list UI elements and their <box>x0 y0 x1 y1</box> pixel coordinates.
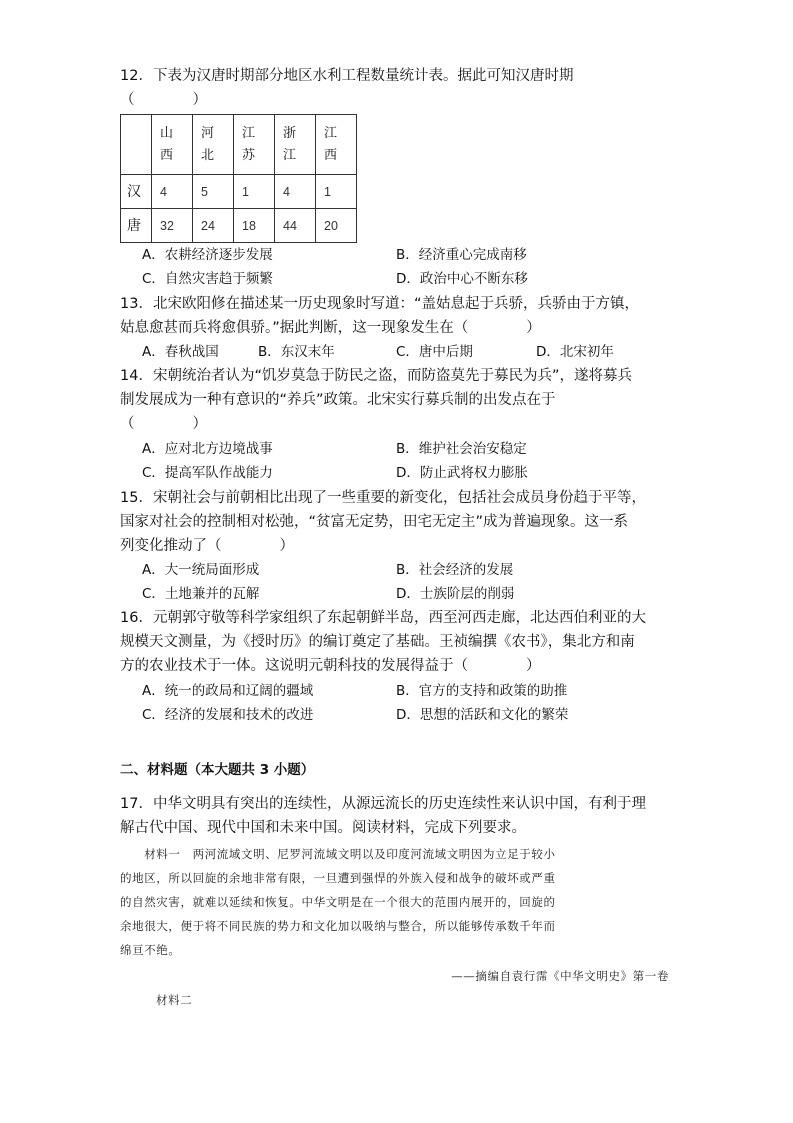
q15-stem-line3: 列变化推动了（ ） <box>120 538 294 554</box>
material1-line: 的自然灾害，就难以延续和恢复。中华文明是在一个很大的范围内展开的，回旋的 <box>120 895 556 909</box>
q14-option-c[interactable]: C．提高军队作战能力 <box>142 465 273 481</box>
table-cell: 1 <box>316 175 357 209</box>
q14-stem-line2: 制发展成为一种有意识的“养兵”政策。北宋实行募兵制的出发点在于 <box>120 392 556 408</box>
material1-line: 余地很大，便于将不同民族的势力和文化加以吸纳与整合，所以能够传承数千年而 <box>120 919 556 933</box>
material1-line: 绵亘不绝。 <box>120 943 181 957</box>
table-cell: 24 <box>193 209 234 243</box>
q13-stem-line1: 13．北宋欧阳修在描述某一历史现象时写道：“盖姑息起于兵骄，兵骄由于方镇， <box>120 296 639 312</box>
q16-option-a[interactable]: A．统一的政局和辽阔的疆域 <box>142 683 314 699</box>
table-cell: 4 <box>275 175 316 209</box>
q14-option-d[interactable]: D．防止武将权力膨胀 <box>396 465 528 481</box>
q16-option-b[interactable]: B．官方的支持和政策的助推 <box>396 683 568 699</box>
table-cell: 5 <box>193 175 234 209</box>
q13-stem-line2: 姑息愈甚而兵将愈俱骄。”据此判断，这一现象发生在（ ） <box>120 320 541 336</box>
q17-stem-line2: 解古代中国、现代中国和未来中国。阅读材料，完成下列要求。 <box>120 820 526 836</box>
table-cell: 32 <box>152 209 193 243</box>
q14-stem-line1: 14．宋朝统治者认为“饥岁莫急于防民之盗，而防盗莫先于募民为兵”，遂将募兵 <box>120 368 632 384</box>
material1-source: ——摘编自袁行霈《中华文明史》第一卷 <box>451 969 669 983</box>
q12-option-c[interactable]: C．自然灾害趋于频繁 <box>142 271 273 287</box>
q13-option-c[interactable]: C．唐中后期 <box>396 344 473 360</box>
table-row <box>121 209 357 243</box>
table-cell: 44 <box>275 209 316 243</box>
q12-stem-line1: 12．下表为汉唐时期部分地区水利工程数量统计表。据此可知汉唐时期 <box>120 68 574 84</box>
table-column-header: 浙 江 <box>275 115 316 175</box>
table-column-header: 江 苏 <box>234 115 275 175</box>
table-row-label: 唐 <box>121 209 152 243</box>
q12-option-b[interactable]: B．经济重心完成南移 <box>396 247 527 263</box>
q14-option-b[interactable]: B．维护社会治安稳定 <box>396 441 527 457</box>
water-projects-table <box>120 114 357 243</box>
table-corner-cell <box>121 115 152 175</box>
material2-label: 材料二 <box>156 993 193 1007</box>
table-column-header: 江 西 <box>316 115 357 175</box>
q12-option-d[interactable]: D．政治中心不断东移 <box>396 271 528 287</box>
q15-option-a[interactable]: A．大一统局面形成 <box>142 562 260 578</box>
q15-option-c[interactable]: C．土地兼并的瓦解 <box>142 586 260 602</box>
material1-line: 的地区，所以回旋的余地非常有限，一旦遭到强悍的外族入侵和战争的破坏或严重 <box>120 871 556 885</box>
table-header-row <box>121 115 357 175</box>
q16-stem-line2: 规模天文测量，为《授时历》的编订奠定了基础。王祯编撰《农书》，集北方和南 <box>120 634 635 650</box>
q14-option-a[interactable]: A．应对北方边境战事 <box>142 441 273 457</box>
table-cell: 20 <box>316 209 357 243</box>
table-row-label: 汉 <box>121 175 152 209</box>
q17-stem-line1: 17．中华文明具有突出的连续性，从源远流长的历史连续性来认识中国，有利于理 <box>120 796 646 812</box>
q12-option-a[interactable]: A．农耕经济逐步发展 <box>142 247 273 263</box>
q16-option-c[interactable]: C．经济的发展和技术的改进 <box>142 707 314 723</box>
table-row <box>121 175 357 209</box>
table-column-header: 山 西 <box>152 115 193 175</box>
q13-option-d[interactable]: D．北宋初年 <box>536 344 614 360</box>
section-heading: 二、材料题（本大题共 3 小题） <box>120 762 315 778</box>
table-cell: 4 <box>152 175 193 209</box>
q16-option-d[interactable]: D．思想的活跃和文化的繁荣 <box>396 707 569 723</box>
q13-option-a[interactable]: A．春秋战国 <box>142 344 219 360</box>
q15-stem-line1: 15．宋朝社会与前朝相比出现了一些重要的新变化，包括社会成员身份趋于平等， <box>120 490 646 506</box>
q15-stem-line2: 国家对社会的控制相对松弛，“贫富无定势，田宅无定主”成为普遍现象。这一系 <box>120 514 629 530</box>
q12-stem-line2: （ ） <box>120 92 207 108</box>
table-cell: 1 <box>234 175 275 209</box>
table-column-header: 河 北 <box>193 115 234 175</box>
q15-option-d[interactable]: D．士族阶层的削弱 <box>396 586 515 602</box>
q16-stem-line1: 16．元朝郭守敬等科学家组织了东起朝鲜半岛，西至河西走廊，北达西伯利亚的大 <box>120 610 646 626</box>
material1-line: 材料一 两河流域文明、尼罗河流域文明以及印度河流域文明因为立足于较小 <box>120 847 556 861</box>
q15-option-b[interactable]: B．社会经济的发展 <box>396 562 514 578</box>
table-cell: 18 <box>234 209 275 243</box>
q13-option-b[interactable]: B．东汉末年 <box>258 344 335 360</box>
q14-stem-line3: （ ） <box>120 416 207 432</box>
q16-stem-line3: 方的农业技术于一体。这说明元朝科技的发展得益于（ ） <box>120 658 541 674</box>
